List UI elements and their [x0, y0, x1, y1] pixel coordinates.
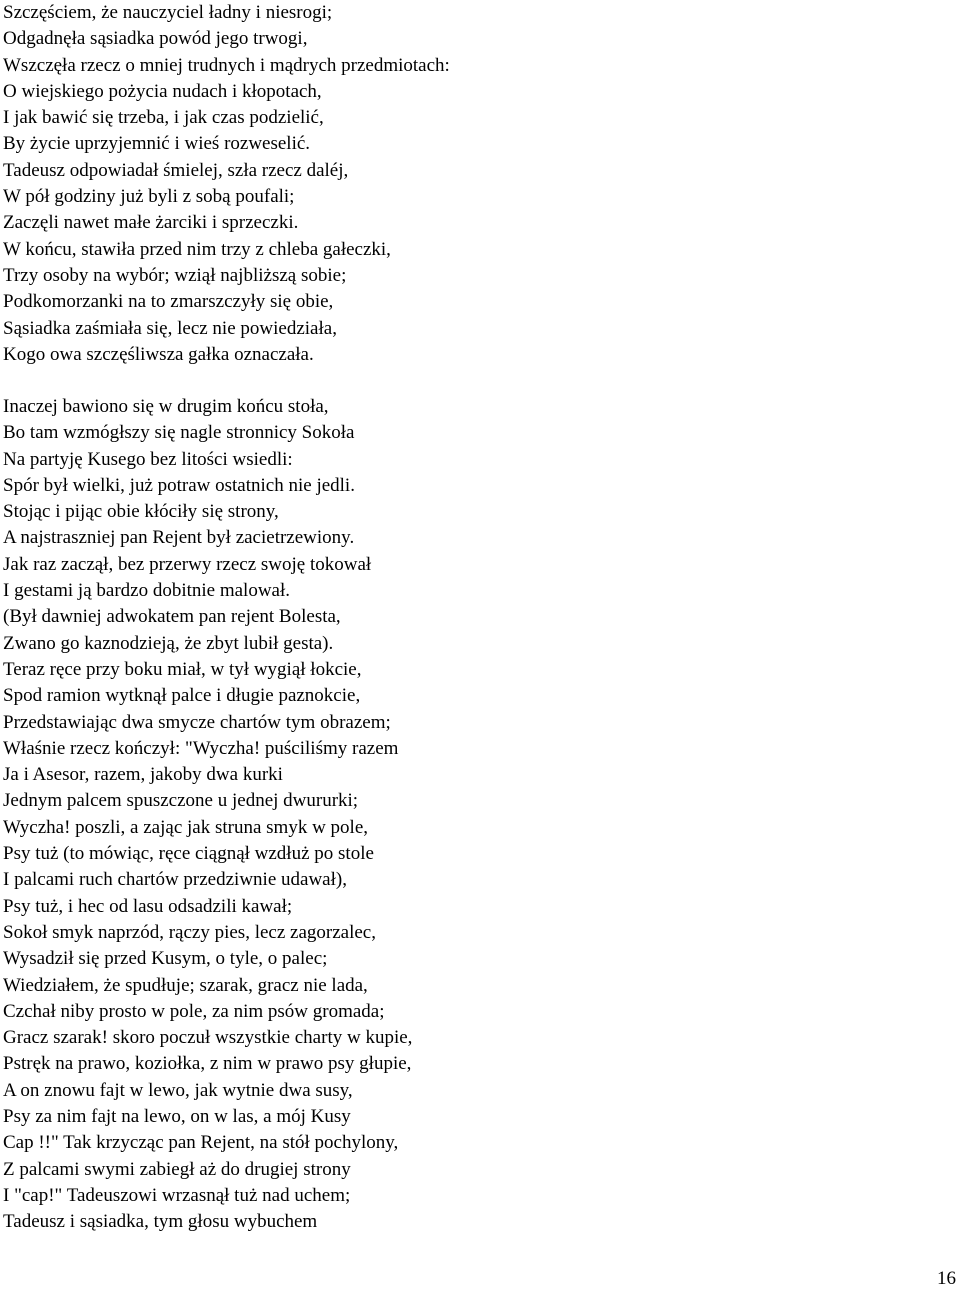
poem-line: Zwano go kaznodzieją, że zbyt lubił gesta). — [3, 632, 334, 654]
poem-line: A on znowu fajt w lewo, jak wytnie dwa susy, — [3, 1079, 353, 1101]
poem-line: Sokoł smyk naprzód, rączy pies, lecz zagorzalec, — [3, 921, 376, 943]
poem-line: By życie uprzyjemnić i wieś rozweselić. — [3, 133, 311, 155]
poem-line: Wszczęła rzecz o mniej trudnych i mądrych przedmiotach: — [3, 54, 450, 76]
stanza-1 — [3, 0, 450, 368]
poem-line: Jak raz zaczął, bez przerwy rzecz swoję tokował — [3, 553, 372, 575]
poem-line: Spod ramion wytknął palce i długie paznokcie, — [3, 685, 361, 707]
poem-line: Z palcami swymi zabiegł aż do drugiej strony — [3, 1158, 351, 1180]
poem-line: W końcu, stawiła przed nim trzy z chleba gałeczki, — [3, 238, 391, 260]
poem-line: Psy tuż, i hec od lasu odsadzili kawał; — [3, 895, 293, 917]
poem-line: Kogo owa szczęśliwsza gałka oznaczała. — [3, 343, 314, 365]
poem-line: Pstręk na prawo, koziołka, z nim w prawo psy głupie, — [3, 1053, 412, 1075]
poem-line: Odgadnęła sąsiadka powód jego trwogi, — [3, 28, 308, 50]
poem-line: Wysadził się przed Kusym, o tyle, o palec; — [3, 948, 328, 970]
poem-line: Psy tuż (to mówiąc, ręce ciągnął wzdłuż po stole — [3, 843, 374, 865]
poem-line: (Był dawniej adwokatem pan rejent Bolesta, — [3, 606, 341, 628]
poem-line: Zaczęli nawet małe żarciki i sprzeczki. — [3, 212, 299, 234]
poem-line: Czchał niby prosto w pole, za nim psów gromada; — [3, 1000, 385, 1022]
poem-line: Wiedziałem, że spudłuje; szarak, gracz nie lada, — [3, 974, 368, 996]
poem-line: A najstraszniej pan Rejent był zacietrzewiony. — [3, 527, 355, 549]
poem-line: Właśnie rzecz kończył: "Wyczha! puściliśmy razem — [3, 737, 399, 759]
poem-line: Wyczha! poszli, a zając jak struna smyk w pole, — [3, 816, 368, 838]
poem-line: Ja i Asesor, razem, jakoby dwa kurki — [3, 764, 283, 786]
poem-line: Gracz szarak! skoro poczuł wszystkie charty w kupie, — [3, 1027, 413, 1049]
poem-line: W pół godziny już byli z sobą poufali; — [3, 186, 295, 208]
poem-line: Podkomorzanki na to zmarszczyły się obie, — [3, 291, 334, 313]
poem-line: I palcami ruch chartów przedziwnie udawał), — [3, 869, 347, 891]
poem-line: Teraz ręce przy boku miał, w tył wygiął łokcie, — [3, 658, 362, 680]
poem-line: Tadeusz i sąsiadka, tym głosu wybuchem — [3, 1211, 318, 1233]
poem-line: I jak bawić się trzeba, i jak czas podzielić, — [3, 107, 324, 129]
poem-line: Sąsiadka zaśmiała się, lecz nie powiedziała, — [3, 317, 337, 339]
poem-line: Tadeusz odpowiadał śmielej, szła rzecz daléj, — [3, 159, 349, 181]
poem-line: Psy za nim fajt na lewo, on w las, a mój Kusy — [3, 1106, 351, 1128]
poem-line: Inaczej bawiono się w drugim końcu stoła, — [3, 396, 329, 417]
poem-line: Szczęściem, że nauczyciel ładny i niesrogi; — [3, 2, 333, 23]
stanza-2 — [3, 394, 412, 1236]
poem-line: Spór był wielki, już potraw ostatnich nie jedli. — [3, 474, 355, 496]
page-number: 16 — [937, 1268, 956, 1289]
poem-line: Przedstawiając dwa smycze chartów tym obrazem; — [3, 711, 391, 733]
poem-line: I "cap!" Tadeuszowi wrzasnął tuż nad uchem; — [3, 1184, 351, 1206]
poem-line: O wiejskiego pożycia nudach i kłopotach, — [3, 80, 322, 102]
poem-line: Cap !!" Tak krzycząc pan Rejent, na stół pochylony, — [3, 1132, 399, 1154]
poem-line: I gestami ją bardzo dobitnie malował. — [3, 580, 291, 602]
poem-line: Na partyję Kusego bez litości wsiedli: — [3, 448, 293, 470]
poem-line: Bo tam wzmógłszy się nagle stronnicy Sokoła — [3, 422, 355, 444]
poem-line: Trzy osoby na wybór; wziął najbliższą sobie; — [3, 264, 347, 286]
poem-line: Stojąc i pijąc obie kłóciły się strony, — [3, 501, 279, 523]
poem-line: Jednym palcem spuszczone u jednej dwururki; — [3, 790, 359, 812]
